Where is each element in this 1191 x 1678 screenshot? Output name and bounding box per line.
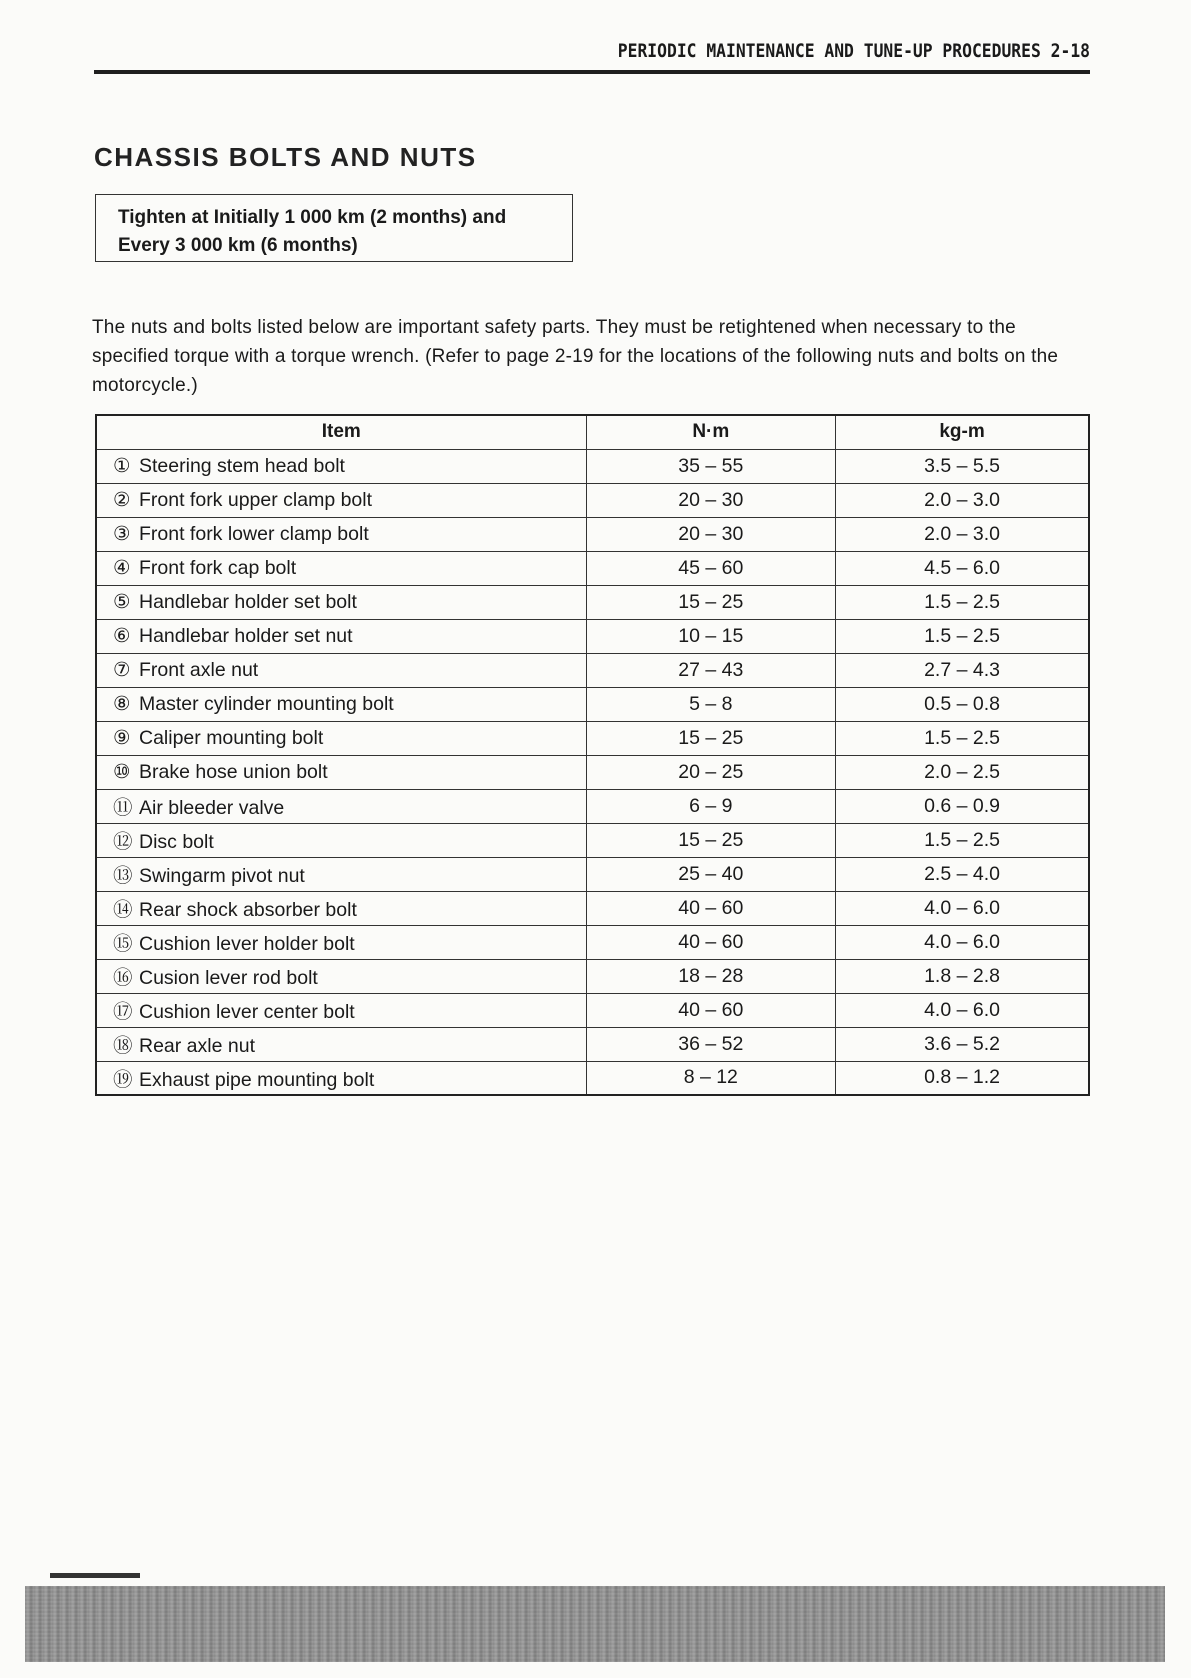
table-row [96,823,1089,857]
table-row [96,1027,1089,1061]
item-label: Disc bolt [139,831,214,853]
table-row [96,1061,1089,1095]
item-label: Caliper mounting bolt [139,727,324,749]
nm-cell: 6 – 9 [586,789,835,823]
table-row [96,959,1089,993]
item-label: Air bleeder valve [139,797,285,819]
section-title: CHASSIS BOLTS AND NUTS [94,142,477,172]
table-row [96,517,1089,551]
kgm-cell: 4.5 – 6.0 [836,551,1089,585]
kgm-cell: 2.5 – 4.0 [836,857,1089,891]
kgm-cell: 4.0 – 6.0 [836,891,1089,925]
kgm-cell: 1.5 – 2.5 [836,823,1089,857]
nm-cell: 40 – 60 [586,925,835,959]
item-cell [96,857,586,891]
item-cell [96,517,586,551]
interval-box [95,194,573,262]
item-label: Front fork cap bolt [139,557,297,579]
table-row [96,585,1089,619]
table-row [96,449,1089,483]
item-cell [96,653,586,687]
item-cell [96,551,586,585]
item-cell [96,721,586,755]
item-cell [96,823,586,857]
table-header-row [96,415,1089,449]
nm-cell: 10 – 15 [586,619,835,653]
kgm-cell: 2.7 – 4.3 [836,653,1089,687]
kgm-cell: 2.0 – 3.0 [836,483,1089,517]
table-row [96,687,1089,721]
kgm-cell: 1.5 – 2.5 [836,585,1089,619]
interval-line-2: Every 3 000 km (6 months) [118,235,358,256]
item-number: ⑧ [113,693,131,715]
item-cell [96,891,586,925]
header-nm: N·m [586,415,835,449]
page-edge-tab [50,1573,140,1578]
table-row [96,789,1089,823]
item-label: Brake hose union bolt [139,761,328,783]
intro-paragraph: The nuts and bolts listed below are important safety parts. They must be retightened when necessary to the specified torque with a torque wrench. (Refer to page 2-19 for the locations of the following nuts and bolts on the motorcycle.) [92,317,1059,396]
nm-cell: 36 – 52 [586,1027,835,1061]
torque-table [95,414,1090,1096]
item-cell [96,789,586,823]
kgm-cell: 4.0 – 6.0 [836,993,1089,1027]
item-cell [96,449,586,483]
item-number: ① [113,455,131,477]
item-label: Front fork lower clamp bolt [139,523,369,545]
item-cell [96,959,586,993]
nm-cell: 25 – 40 [586,857,835,891]
page-header: PERIODIC MAINTENANCE AND TUNE-UP PROCEDURES 2-18 [617,40,1090,62]
item-number: ⑱ [113,1035,133,1057]
kgm-cell: 4.0 – 6.0 [836,925,1089,959]
table-row [96,857,1089,891]
scan-bottom-band-texture [25,1586,1165,1662]
item-number: ⑬ [113,865,133,887]
header-item: Item [96,415,586,449]
nm-cell: 45 – 60 [586,551,835,585]
item-cell [96,687,586,721]
nm-cell: 20 – 25 [586,755,835,789]
item-label: Exhaust pipe mounting bolt [139,1068,375,1091]
item-cell [96,619,586,653]
nm-cell: 35 – 55 [586,449,835,483]
kgm-cell: 0.6 – 0.9 [836,789,1089,823]
table-row [96,721,1089,755]
item-number: ② [113,489,131,511]
kgm-cell: 3.6 – 5.2 [836,1027,1089,1061]
kgm-cell: 3.5 – 5.5 [836,449,1089,483]
item-number: ⑤ [113,591,131,613]
item-number: ⑭ [113,899,133,921]
table-row [96,755,1089,789]
table-row [96,619,1089,653]
item-number: ④ [113,557,131,579]
kgm-cell: 0.8 – 1.2 [836,1061,1089,1095]
item-number: ⑦ [113,659,131,681]
item-cell [96,483,586,517]
table-row [96,551,1089,585]
item-cell [96,755,586,789]
nm-cell: 8 – 12 [586,1061,835,1095]
nm-cell: 20 – 30 [586,517,835,551]
kgm-cell: 1.5 – 2.5 [836,721,1089,755]
item-label: Handlebar holder set bolt [139,591,357,613]
item-number: ⑩ [113,761,131,783]
item-cell [96,1027,586,1061]
nm-cell: 15 – 25 [586,585,835,619]
item-label: Steering stem head bolt [139,455,345,477]
item-label: Swingarm pivot nut [139,865,305,887]
nm-cell: 18 – 28 [586,959,835,993]
nm-cell: 40 – 60 [586,891,835,925]
kgm-cell: 0.5 – 0.8 [836,687,1089,721]
kgm-cell: 2.0 – 3.0 [836,517,1089,551]
item-number: ⑯ [113,967,133,989]
table-row [96,653,1089,687]
item-label: Cusion lever rod bolt [139,967,318,989]
header-kgm: kg-m [836,415,1089,449]
nm-cell: 27 – 43 [586,653,835,687]
item-label: Front axle nut [139,659,259,681]
table-row [96,925,1089,959]
item-number: ⑫ [113,831,133,853]
item-number: ⑥ [113,625,131,647]
item-label: Cushion lever holder bolt [139,933,355,955]
item-label: Cushion lever center bolt [139,1001,355,1023]
item-label: Front fork upper clamp bolt [139,489,373,511]
table-row [96,891,1089,925]
item-label: Master cylinder mounting bolt [139,693,394,715]
item-number: ③ [113,523,131,545]
item-cell [96,585,586,619]
kgm-cell: 1.8 – 2.8 [836,959,1089,993]
item-number: ⑰ [113,1001,133,1023]
item-cell [96,925,586,959]
nm-cell: 15 – 25 [586,721,835,755]
nm-cell: 20 – 30 [586,483,835,517]
item-label: Rear shock absorber bolt [139,899,357,921]
torque-table-body [96,449,1089,1095]
item-number: ⑪ [113,797,133,819]
item-cell [96,1061,586,1095]
table-row [96,483,1089,517]
kgm-cell: 2.0 – 2.5 [836,755,1089,789]
kgm-cell: 1.5 – 2.5 [836,619,1089,653]
item-label: Rear axle nut [139,1035,255,1057]
item-number: ⑨ [113,727,131,749]
item-cell [96,993,586,1027]
item-number: ⑮ [113,933,133,955]
nm-cell: 15 – 25 [586,823,835,857]
nm-cell: 40 – 60 [586,993,835,1027]
interval-line-1: Tighten at Initially 1 000 km (2 months) and [118,207,507,228]
item-number: ⑲ [113,1068,133,1091]
nm-cell: 5 – 8 [586,687,835,721]
header-rule [94,70,1090,74]
item-label: Handlebar holder set nut [139,625,353,647]
table-row [96,993,1089,1027]
